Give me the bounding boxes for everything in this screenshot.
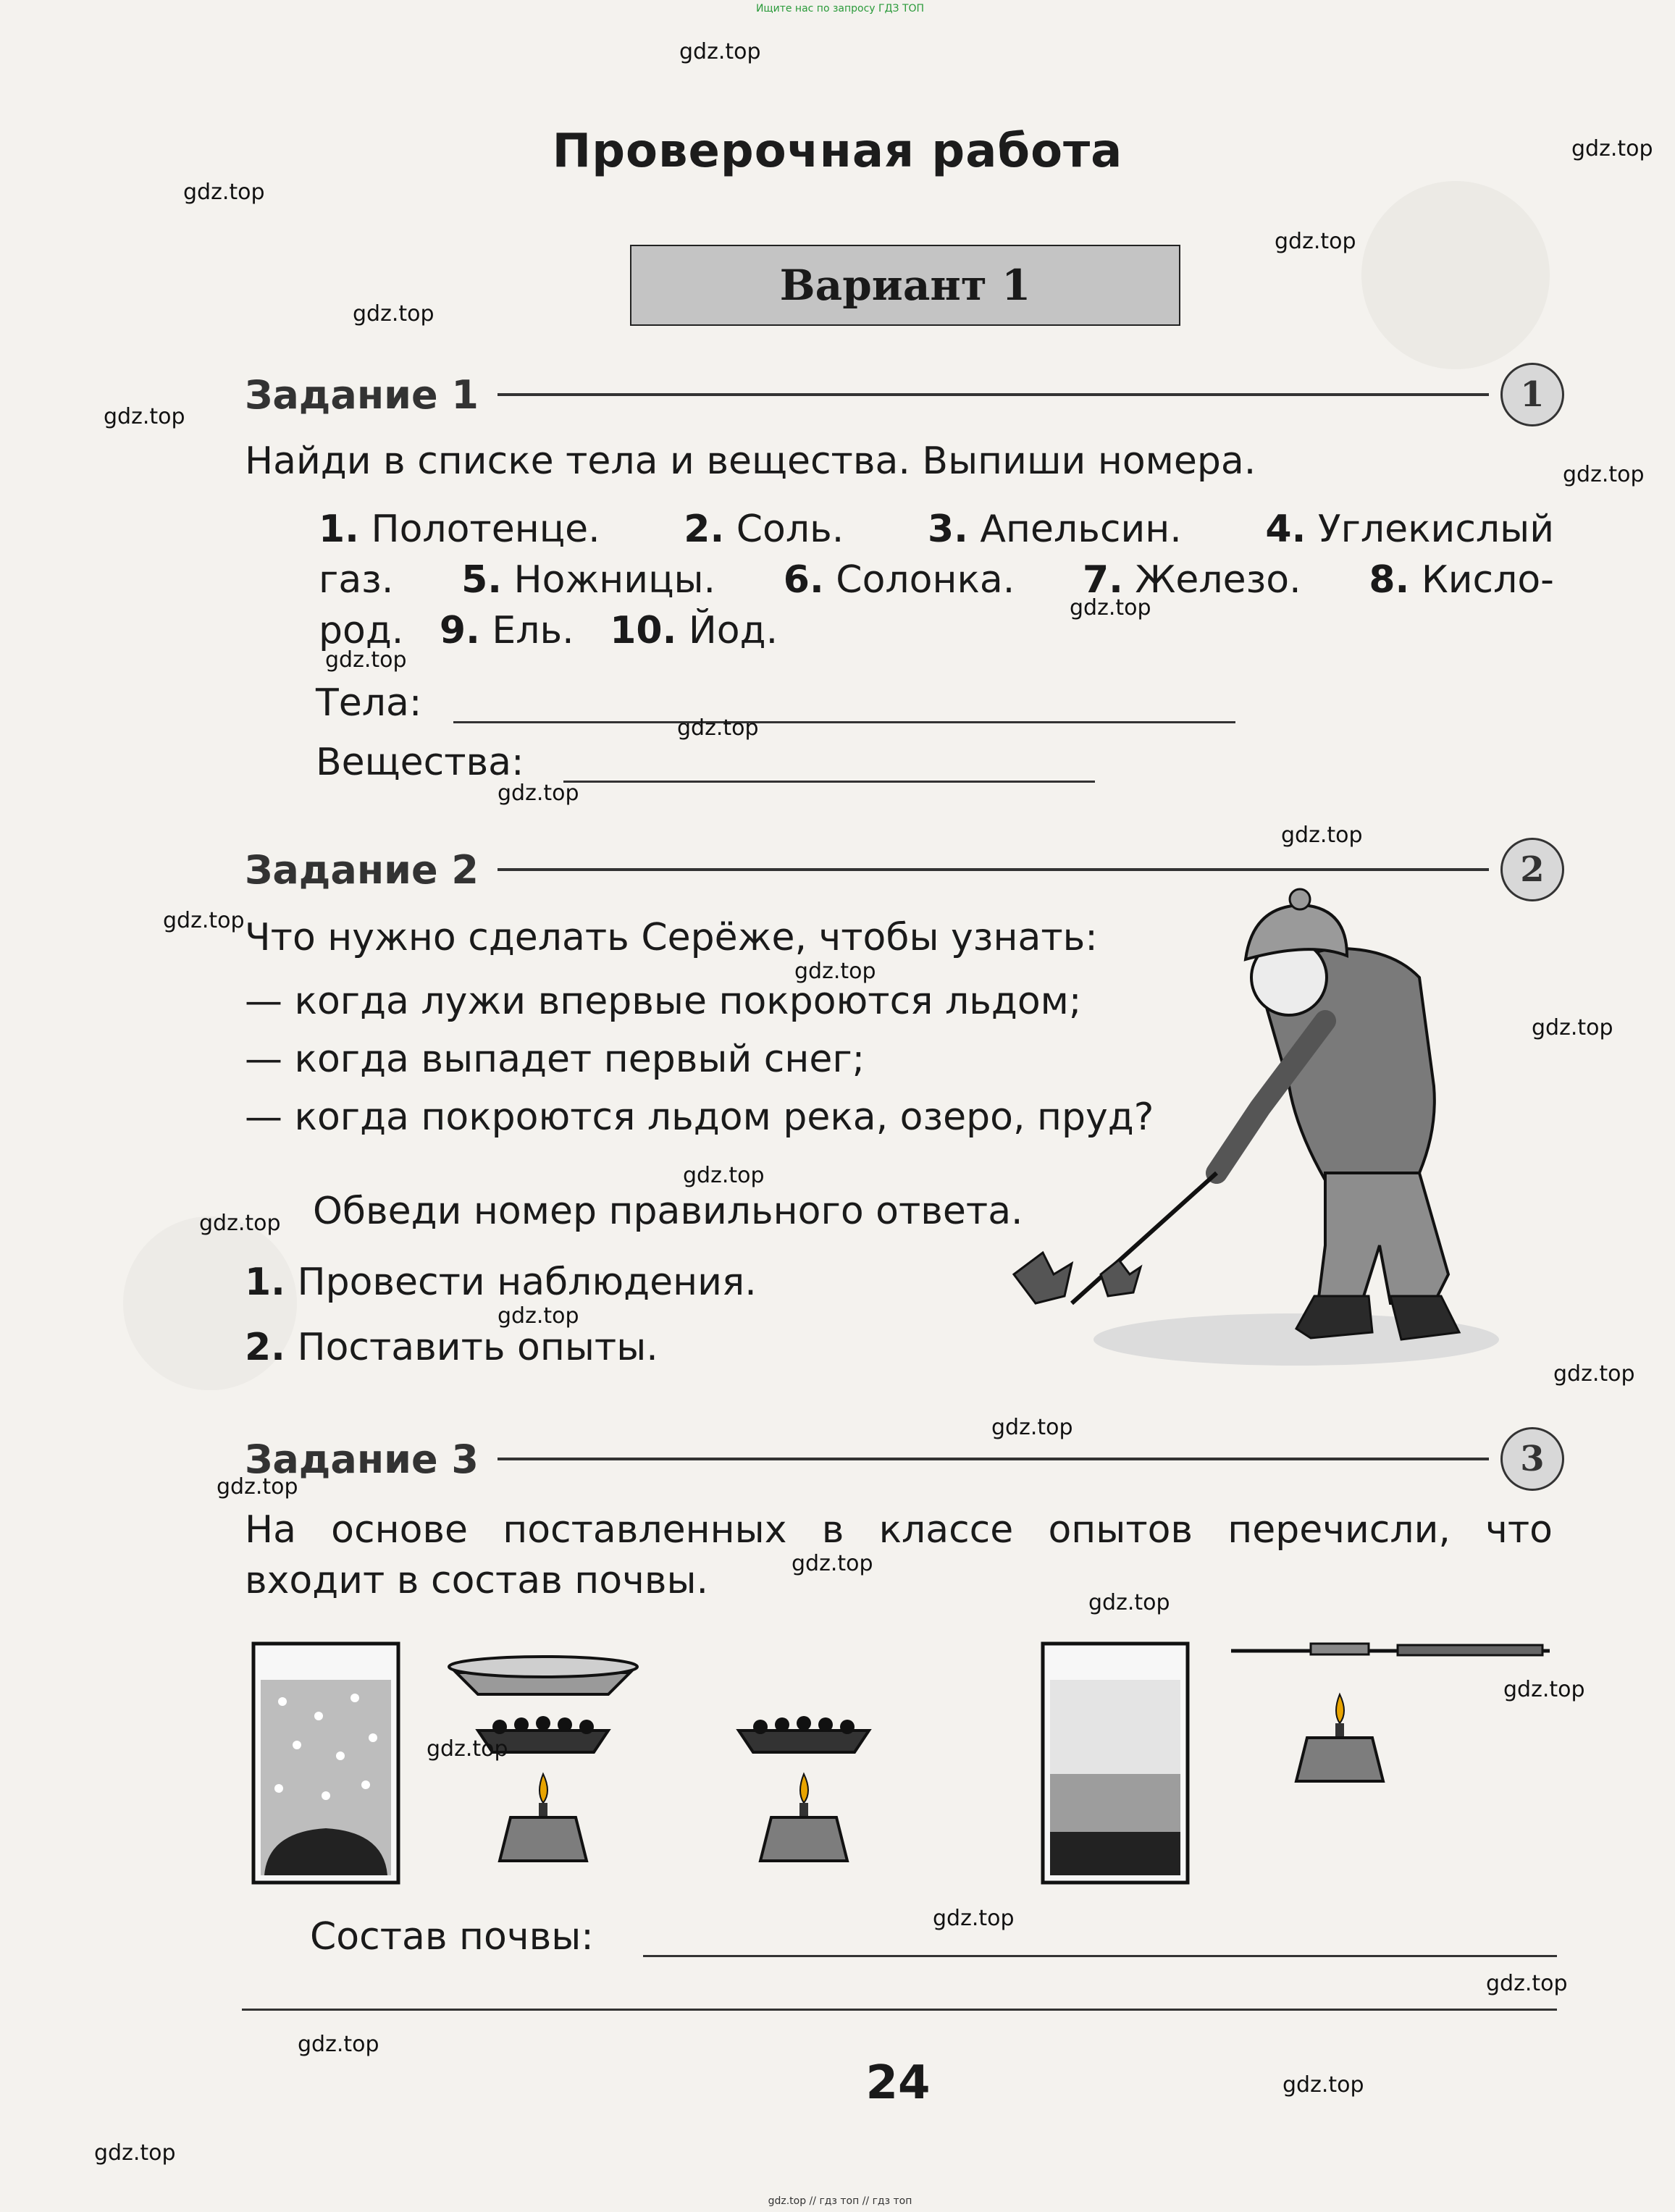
task1-list-line-1 xyxy=(319,504,1554,555)
task3-heading xyxy=(245,1426,1564,1492)
task1-list-line-3: род. 9. Ель. 10. Йод. xyxy=(319,609,778,652)
task3-text-line-1: На основе поставленных в классе опытов перечисли, что xyxy=(245,1508,1553,1552)
watermark: gdz.top xyxy=(1070,595,1151,621)
list-item: 8. Кисло- xyxy=(1369,558,1554,602)
task2-option-2[interactable]: 2. Поставить опыты. xyxy=(245,1326,658,1369)
watermark: gdz.top xyxy=(104,404,185,429)
watermark: gdz.top xyxy=(498,1303,579,1329)
maple-leaf xyxy=(1101,1260,1141,1296)
list-item: 4. Углекислый xyxy=(1265,508,1554,551)
watermark: gdz.top xyxy=(353,301,435,327)
watermark: gdz.top xyxy=(1553,1361,1635,1387)
task3-heading-label: Задание 3 xyxy=(245,1436,479,1482)
task2-heading-label: Задание 2 xyxy=(245,846,479,893)
list-item: 3. Апельсин. xyxy=(927,508,1182,551)
task2-option-1[interactable]: 1. Провести наблюдения. xyxy=(245,1261,757,1304)
watermark: gdz.top xyxy=(1275,229,1356,254)
background-ghost-circle xyxy=(1361,181,1550,369)
stick xyxy=(1072,1173,1217,1303)
boy-left-boot xyxy=(1296,1296,1372,1338)
page-number: 24 xyxy=(865,2056,931,2110)
boy-knit-hat xyxy=(1246,905,1347,959)
watermark: gdz.top xyxy=(1281,823,1363,848)
watermark: gdz.top xyxy=(683,1163,765,1188)
substances-label: Вещества: xyxy=(316,741,524,784)
soil-composition-label: Состав почвы: xyxy=(310,1915,594,1959)
watermark: gdz.top xyxy=(933,1906,1015,1931)
watermark: gdz.top xyxy=(991,1415,1073,1440)
glass-with-soil-and-water xyxy=(253,1644,398,1883)
page-title: Проверочная работа xyxy=(552,125,1123,178)
header-note: Ищите нас по запросу ГДЗ ТОП xyxy=(755,3,925,14)
list-item: 1. Полотенце. xyxy=(319,508,600,551)
boy-right-boot xyxy=(1390,1296,1459,1340)
task1-instruction: Найди в списке тела и вещества. Выпиши номера. xyxy=(245,440,1256,483)
boy-with-stick-illustration xyxy=(985,869,1564,1390)
footer-note: gdz.top // гдз топ // гдз топ xyxy=(768,2195,912,2207)
task2-number-badge: 2 xyxy=(1500,838,1564,901)
list-item: 9. Ель. xyxy=(439,609,574,652)
task2-bullet-3: — когда покроются льдом река, озеро, пруд? xyxy=(245,1096,1154,1139)
watermark: gdz.top xyxy=(199,1211,281,1236)
task2-bullet-2: — когда выпадет первый снег; xyxy=(245,1038,865,1081)
list-item: 2. Соль. xyxy=(684,508,844,551)
watermark: gdz.top xyxy=(1571,136,1653,161)
bodies-label: Тела: xyxy=(316,681,422,725)
watermark: gdz.top xyxy=(794,959,876,984)
watermark: gdz.top xyxy=(1563,462,1645,487)
watermark: gdz.top xyxy=(498,781,579,806)
watermark: gdz.top xyxy=(217,1474,298,1500)
maple-leaf xyxy=(1014,1253,1072,1303)
task3-text-line-2: входит в состав почвы. xyxy=(245,1559,709,1602)
task2-bullet-1: — когда лужи впервые покроются льдом; xyxy=(245,980,1082,1023)
watermark: gdz.top xyxy=(1532,1015,1613,1040)
task3-heading-rule xyxy=(498,1458,1489,1460)
task1-heading xyxy=(245,362,1564,427)
boy-pants xyxy=(1318,1173,1448,1303)
task1-list-line-2: газ. 5. Ножницы. 6. Солонка. 7. Железо. 8. Кисло- xyxy=(319,555,1554,605)
watermark: gdz.top xyxy=(1486,1971,1568,1996)
watermark: gdz.top xyxy=(1088,1590,1170,1615)
watermark: gdz.top xyxy=(679,39,761,64)
settled-soil-glass xyxy=(1043,1644,1188,1883)
task1-number-badge: 1 xyxy=(1500,363,1564,426)
bodies-answer-line[interactable] xyxy=(453,721,1235,723)
task3-number-badge: 3 xyxy=(1500,1427,1564,1491)
watermark: gdz.top xyxy=(298,2032,379,2057)
watermark: gdz.top xyxy=(427,1736,508,1762)
variant-box xyxy=(630,245,1180,326)
variant-label: Вариант 1 xyxy=(779,261,1031,310)
tongs-over-lamp xyxy=(1231,1644,1550,1781)
list-item: 10. Йод. xyxy=(610,609,778,652)
watermark: gdz.top xyxy=(1503,1677,1585,1702)
watermark: gdz.top xyxy=(792,1551,873,1576)
task1-heading-rule xyxy=(498,393,1489,396)
heated-soil-dish xyxy=(739,1716,869,1861)
task1-heading-label: Задание 1 xyxy=(245,371,479,418)
list-item: 7. Железо. xyxy=(1082,558,1301,602)
hat-pompom xyxy=(1290,889,1310,909)
watermark: gdz.top xyxy=(163,908,245,933)
soil-composition-answer-line-2[interactable] xyxy=(242,2009,1557,2011)
watermark: gdz.top xyxy=(1283,2072,1364,2098)
watermark: gdz.top xyxy=(183,180,265,205)
list-item: 6. Солонка. xyxy=(783,558,1015,602)
watermark: gdz.top xyxy=(677,715,759,741)
substances-answer-line[interactable] xyxy=(563,781,1095,783)
watermark: gdz.top xyxy=(325,647,407,673)
list-item: 5. Ножницы. xyxy=(461,558,716,602)
task2-prompt: Обведи номер правильного ответа. xyxy=(313,1190,1023,1233)
watermark: gdz.top xyxy=(94,2140,176,2166)
soil-composition-answer-line[interactable] xyxy=(643,1955,1557,1957)
task2-question: Что нужно сделать Серёже, чтобы узнать: xyxy=(245,916,1098,959)
